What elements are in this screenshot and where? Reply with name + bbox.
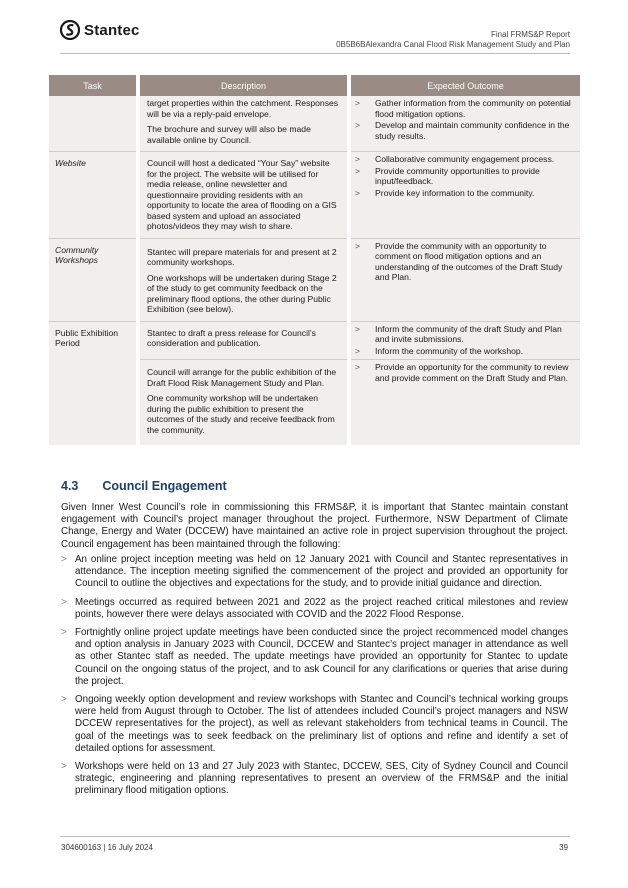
description-text: Council will arrange for the public exhibition of the Draft Flood Risk Management Study and Plan.	[147, 367, 337, 388]
task-cell: Community Workshops	[49, 238, 138, 321]
header-divider	[60, 53, 570, 54]
description-cell	[138, 152, 349, 239]
list-item: > Ongoing weekly option development and review workshops with Stantec and Council’s technical working groups were held from August through to October. The list of attendees included Council’s project managers and NSW DCCEW representatives for the project), as well as relevant stakeholders from technical teams in Council. The goal of the meetings was to seek feedback on the preliminary list of options and refine and identify a set of detailed options for assessment.	[61, 694, 568, 755]
engagement-table	[49, 75, 580, 445]
doc-reference: 304600163 | 16 July 2024	[61, 843, 153, 852]
footer-divider	[60, 836, 570, 837]
engagement-bullets	[61, 554, 568, 804]
outcome-item: > Gather information from the community on potential flood mitigation options.	[355, 98, 572, 119]
section-title: Council Engagement	[102, 479, 227, 493]
outcome-item: > Provide the community with an opportunity to comment on flood mitigation options and an understanding of the outcomes of the Draft Study and Plan.	[355, 241, 572, 283]
table-row	[49, 321, 580, 360]
section-intro: Given Inner West Council’s role in commissioning this FRMS&P, it is important that Stantec maintain constant engagement with Council’s project manager throughout the project. Furthermore, NSW Department of Climate Change, Energy and Water (DCCEW) have maintained an active role in project supervision throughout the project. Council engagement has been maintained through the following:	[61, 502, 568, 550]
description-cell	[138, 238, 349, 321]
outcome-cell	[349, 321, 580, 360]
task-cell	[49, 96, 138, 152]
report-title: 0B5B6BAlexandra Canal Flood Risk Management Study and Plan	[336, 40, 570, 49]
header-task: Task	[49, 75, 138, 96]
table-row	[49, 238, 580, 321]
list-item: > Fortnightly online project update meetings have been conducted since the project recommenced model changes and option analysis in January 2023 with Council, DCCEW and Stantec’s project manager in attendance as well as other Stantec staff as needed. The update meetings have provided an opportunity for Stantec to update Council on the ongoing status of the project, and to ask Council for any clarifications or queries that arise during the project.	[61, 627, 568, 688]
description-text: target properties within the catchment. Responses will be via a reply-paid envelope.	[147, 98, 339, 119]
stantec-logo	[60, 20, 140, 40]
description-cell	[138, 96, 349, 152]
outcome-item: > Develop and maintain community confidence in the study results.	[355, 120, 572, 141]
outcome-cell	[349, 360, 580, 446]
description-text: The brochure and survey will also be made available online by Council.	[147, 124, 311, 145]
report-header	[336, 30, 570, 50]
section-heading	[61, 479, 227, 493]
list-item: > An online project inception meeting was held on 12 January 2021 with Council and Stantec representatives in attendance. The inception meeting signified the commencement of the project and provided an opportunity for Council to outline the objectives and expectations for the study, and to provide initial guidance and direction.	[61, 554, 568, 591]
stantec-mark-icon	[60, 20, 80, 40]
task-cell: Public Exhibition Period	[49, 321, 138, 445]
outcome-item: > Inform the community of the workshop.	[355, 346, 572, 357]
description-text: One community workshop will be undertaken during the public exhibition to present the outcomes of the study and receive feedback from the community.	[147, 393, 335, 435]
outcome-item: > Inform the community of the draft Study and Plan and invite submissions.	[355, 324, 572, 345]
table-row	[49, 152, 580, 239]
outcome-cell	[349, 96, 580, 152]
outcome-cell	[349, 152, 580, 239]
list-item: > Meetings occurred as required between 2021 and 2022 as the project reached critical milestones and review points, however there were delays associated with COVID and the 2022 Flood Response.	[61, 597, 568, 621]
description-text: Stantec to draft a press release for Council’s consideration and publication.	[147, 327, 316, 348]
header-description: Description	[138, 75, 349, 96]
page-number: 39	[559, 843, 568, 852]
section-number: 4.3	[61, 479, 79, 493]
description-text: Stantec will prepare materials for and present at 2 community workshops.	[147, 246, 337, 267]
outcome-item: > Collaborative community engagement process.	[355, 154, 572, 165]
task-cell: Website	[49, 152, 138, 239]
description-cell	[138, 321, 349, 360]
header-expected-outcome: Expected Outcome	[349, 75, 580, 96]
brand-name: Stantec	[84, 21, 140, 39]
outcome-item: > Provide community opportunities to provide input/feedback.	[355, 166, 572, 187]
outcome-cell	[349, 238, 580, 321]
description-text: One workshops will be undertaken during Stage 2 of the study to get community feedback on the preliminary flood options, the other during Public Exhibition (see below).	[147, 272, 337, 314]
description-cell	[138, 360, 349, 446]
table-row	[49, 96, 580, 152]
description-text: Council will host a dedicated “Your Say” website for the project. The website will be utilised for media release, online newsletter and questionnaire providing residents with an opportunity to locate the area of flooding on a GIS based system and upload an associated photos/videos they may wish to share.	[147, 158, 337, 231]
report-type: Final FRMS&P Report	[491, 30, 570, 39]
outcome-item: > Provide key information to the community.	[355, 188, 572, 199]
outcome-item: > Provide an opportunity for the community to review and provide comment on the Draft Study and Plan.	[355, 362, 572, 383]
table-header-row	[49, 75, 580, 96]
list-item: > Workshops were held on 13 and 27 July 2023 with Stantec, DCCEW, SES, City of Sydney Council and Council strategic, engineering and planning representatives to present an overview of the FRMS&P and the initial preliminary flood mitigation options.	[61, 761, 568, 798]
